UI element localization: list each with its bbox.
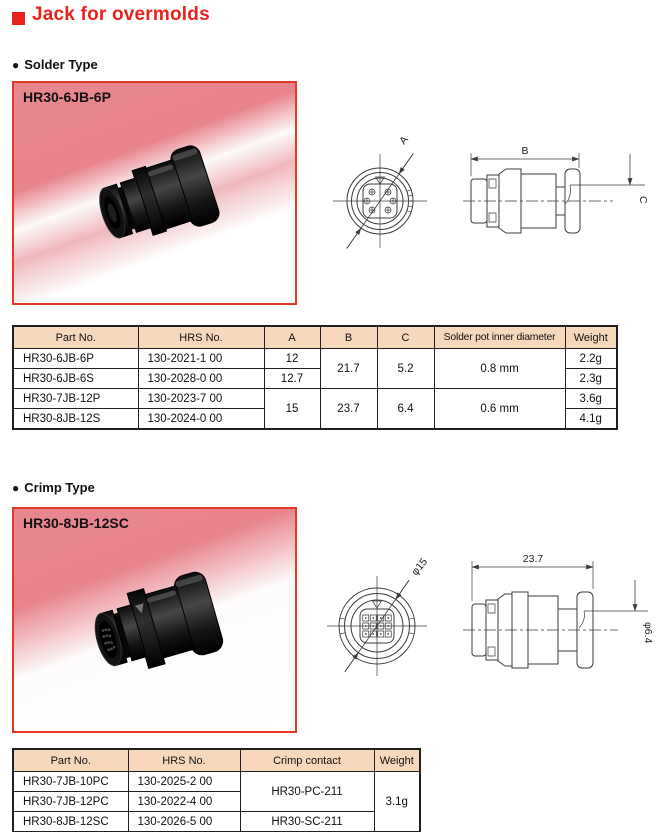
cell-weight: 4.1g [565, 409, 617, 430]
dim-exit-label: φ6.4 [642, 622, 654, 644]
table-row [13, 389, 617, 409]
crimp-product-label: HR30-8JB-12SC [23, 515, 129, 531]
solder-side-view [463, 145, 649, 233]
col-header-c: C [377, 326, 434, 349]
dim-b-label: B [521, 145, 529, 157]
page-title: Jack for overmolds [32, 4, 210, 25]
cell-hrs: 130-2028-0 00 [138, 369, 264, 389]
solder-technical-drawing [313, 126, 665, 284]
dim-c-label: C [637, 196, 649, 204]
solder-photo-box [12, 81, 297, 305]
bullet-icon: ● [12, 58, 20, 72]
col-header-b: B [320, 326, 377, 349]
crimp-heading-label: Crimp Type [24, 480, 95, 495]
cell-hrs: 130-2023-7 00 [138, 389, 264, 409]
dim-a-label: A [397, 133, 411, 147]
crimp-product-photo [14, 509, 295, 731]
cell-part: HR30-7JB-12PC [13, 792, 128, 812]
table-row [13, 772, 420, 792]
crimp-technical-drawing [313, 548, 665, 690]
cell-weight: 3.1g [374, 772, 420, 832]
cell-hrs: 130-2024-0 00 [138, 409, 264, 430]
cell-b: 21.7 [320, 349, 377, 389]
solder-spec-table [12, 325, 618, 430]
col-header-a: A [264, 326, 320, 349]
cell-c: 5.2 [377, 349, 434, 389]
cell-weight: 3.6g [565, 389, 617, 409]
col-header-hrs: HRS No. [138, 326, 264, 349]
cell-part: HR30-8JB-12SC [13, 812, 128, 832]
col-header-part: Part No. [13, 326, 138, 349]
cell-a: 15 [264, 389, 320, 430]
red-square-icon [12, 12, 25, 25]
cell-a: 12 [264, 349, 320, 369]
col-header-hrs: HRS No. [128, 749, 240, 772]
col-header-weight: Weight [374, 749, 420, 772]
table-header-row [13, 749, 420, 772]
cell-hrs: 130-2021-1 00 [138, 349, 264, 369]
dim-length-label: 23.7 [522, 553, 544, 565]
solder-section-heading [12, 57, 98, 72]
table-row [13, 812, 420, 832]
cell-weight: 2.3g [565, 369, 617, 389]
cell-c: 6.4 [377, 389, 434, 430]
table-header-row [13, 326, 617, 349]
solder-product-photo [14, 83, 295, 303]
crimp-section-heading [12, 480, 95, 495]
col-header-crimp-contact: Crimp contact [240, 749, 374, 772]
cell-hrs: 130-2022-4 00 [128, 792, 240, 812]
cell-b: 23.7 [320, 389, 377, 430]
solder-product-label: HR30-6JB-6P [23, 89, 111, 105]
cell-solder-pot: 0.6 mm [434, 389, 565, 430]
cell-part: HR30-7JB-10PC [13, 772, 128, 792]
cell-crimp-contact: HR30-SC-211 [240, 812, 374, 832]
solder-front-view [333, 134, 427, 249]
crimp-photo-box [12, 507, 297, 733]
dim-diameter-label: φ15 [409, 556, 431, 578]
cell-weight: 2.2g [565, 349, 617, 369]
cell-crimp-contact: HR30-PC-211 [240, 772, 374, 812]
cell-a: 12.7 [264, 369, 320, 389]
solder-heading-label: Solder Type [24, 57, 98, 72]
table-row [13, 349, 617, 369]
cell-solder-pot: 0.8 mm [434, 349, 565, 389]
cell-hrs: 130-2025-2 00 [128, 772, 240, 792]
cell-part: HR30-6JB-6S [13, 369, 138, 389]
crimp-spec-table [12, 748, 421, 832]
cell-part: HR30-8JB-12S [13, 409, 138, 430]
col-header-weight: Weight [565, 326, 617, 349]
col-header-solder-pot: Solder pot inner diameter [434, 326, 565, 349]
bullet-icon: ● [12, 481, 20, 495]
crimp-front-view [327, 556, 430, 676]
crimp-side-view [463, 553, 654, 668]
col-header-part: Part No. [13, 749, 128, 772]
cell-part: HR30-7JB-12P [13, 389, 138, 409]
cell-part: HR30-6JB-6P [13, 349, 138, 369]
cell-hrs: 130-2026-5 00 [128, 812, 240, 832]
